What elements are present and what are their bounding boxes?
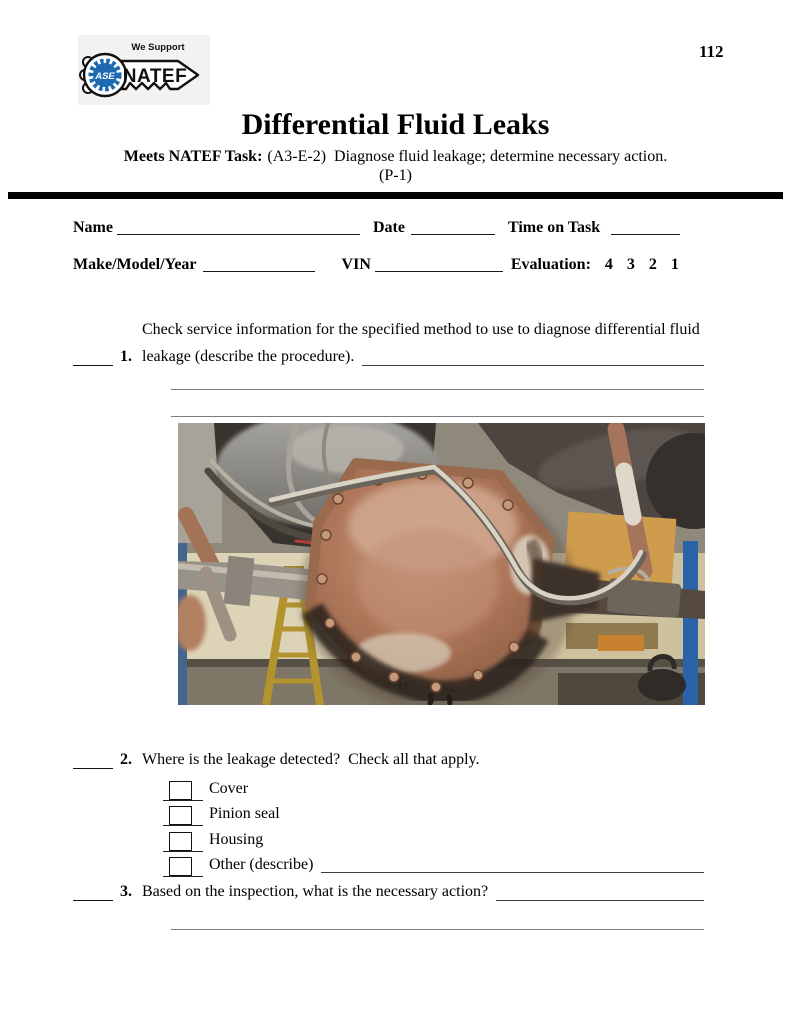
option-row-housing xyxy=(163,826,704,852)
question-1-answer-line-3 xyxy=(171,416,704,417)
blue-post-right xyxy=(683,541,698,705)
task-text: (A3-E-2) Diagnose fluid leakage; determine necessary action. xyxy=(267,148,668,165)
make-model-year-label: Make/Model/Year xyxy=(73,256,197,273)
question-2 xyxy=(73,746,704,877)
question-1-text: Check service information for the specified method to use to diagnose differential fluid xyxy=(142,321,700,338)
checkbox-other[interactable] xyxy=(169,857,192,876)
option-row-other xyxy=(163,852,704,878)
differential-photo xyxy=(178,423,705,705)
student-info-row xyxy=(73,217,685,237)
page-title: Differential Fluid Leaks xyxy=(241,108,550,141)
checkbox-housing[interactable] xyxy=(169,832,192,851)
other-describe-line xyxy=(321,858,704,873)
question-3-check-slot xyxy=(73,884,113,901)
natef-logo xyxy=(78,35,210,105)
vehicle-info-row xyxy=(73,254,685,274)
ase-logo-text: ASE xyxy=(95,71,115,82)
date-blank-line xyxy=(411,234,495,235)
question-3-answer-line-2 xyxy=(171,929,704,930)
question-1 xyxy=(73,316,704,370)
question-2-check-slot xyxy=(73,752,113,769)
natef-task-line xyxy=(0,148,791,166)
checkbox-pinion-seal[interactable] xyxy=(169,806,192,825)
page-number: 112 xyxy=(699,42,724,61)
option-label-pinion-seal: Pinion seal xyxy=(209,805,280,822)
differential-photo-graphic xyxy=(178,423,705,705)
name-blank-line xyxy=(117,234,360,235)
option-label-other: Other (describe) xyxy=(209,856,314,873)
evaluation-score-2: 2 xyxy=(648,256,657,273)
time-on-task-label: Time on Task xyxy=(507,219,601,236)
question-2-number: 2. xyxy=(120,751,132,768)
question-1-answer-line xyxy=(362,351,704,366)
make-model-year-blank-line xyxy=(203,271,315,272)
question-1-number: 1. xyxy=(120,348,132,365)
evaluation-score-4: 4 xyxy=(604,256,613,273)
option-row-cover xyxy=(163,775,704,801)
checkbox-cover[interactable] xyxy=(169,781,192,800)
vin-blank-line xyxy=(375,271,503,272)
question-3 xyxy=(73,878,704,905)
date-label: Date xyxy=(372,219,405,236)
option-row-pinion-seal xyxy=(163,801,704,827)
logo-support-text: We Support xyxy=(131,42,185,53)
natef-key-logo-graphic xyxy=(78,35,210,105)
time-on-task-blank-line xyxy=(611,234,680,235)
evaluation-score-3: 3 xyxy=(626,256,635,273)
question-1-check-slot xyxy=(73,349,113,366)
task-label: Meets NATEF Task: xyxy=(123,148,263,165)
vin-label: VIN xyxy=(341,256,371,273)
name-label: Name xyxy=(73,219,113,236)
question-3-number: 3. xyxy=(120,883,132,900)
evaluation-score-1: 1 xyxy=(670,256,679,273)
logo-natef-text: NATEF xyxy=(122,66,188,87)
question-1-answer-line-2 xyxy=(171,389,704,390)
header-divider-rule xyxy=(8,192,783,199)
option-label-housing: Housing xyxy=(209,830,264,848)
priority-code: (P-1) xyxy=(379,167,412,184)
question-2-text: Where is the leakage detected? Check all that apply. xyxy=(142,751,480,768)
evaluation-label: Evaluation: xyxy=(510,256,591,273)
option-label-cover: Cover xyxy=(209,779,249,797)
question-1-text-continued: leakage (describe the procedure). xyxy=(142,348,355,365)
question-3-text: Based on the inspection, what is the necessary action? xyxy=(142,883,489,900)
leak-location-options xyxy=(163,775,704,877)
question-3-answer-line xyxy=(496,886,704,901)
